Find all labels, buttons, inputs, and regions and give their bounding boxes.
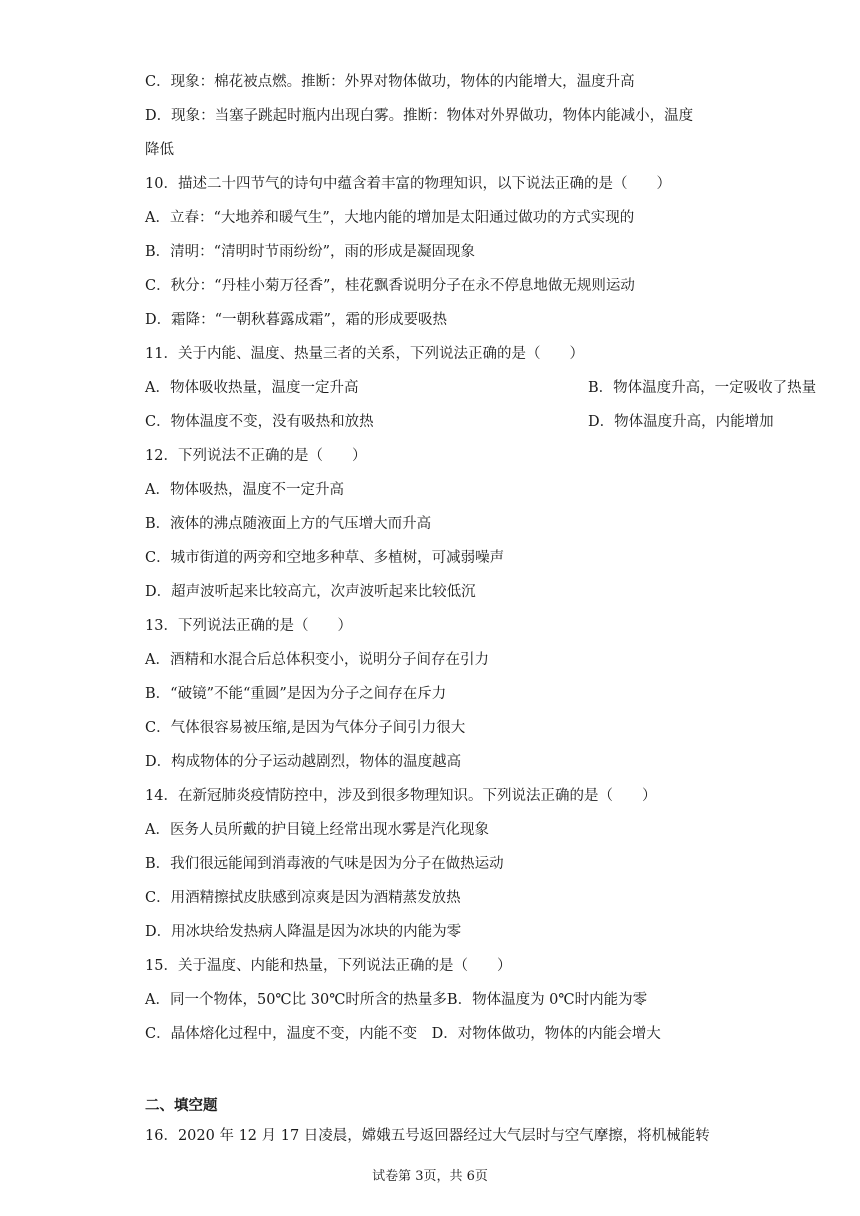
option-11d: D．物体温度升高，内能增加	[588, 414, 774, 430]
option-13a: A．酒精和水混合后总体积变小，说明分子间存在引力	[145, 652, 489, 668]
question-14: 14．在新冠肺炎疫情防控中，涉及到很多物理知识。下列说法正确的是（ ）	[145, 788, 657, 804]
option-10b: B．清明：“清明时节雨纷纷”，雨的形成是凝固现象	[145, 244, 475, 260]
question-11: 11．关于内能、温度、热量三者的关系，下列说法正确的是（ ）	[145, 346, 584, 362]
options-11cd	[145, 412, 774, 432]
option-11b: B．物体温度升高，一定吸收了热量	[588, 380, 817, 396]
option-11a: A．物体吸收热量，温度一定升高	[145, 380, 359, 396]
option-14c: C．用酒精擦拭皮肤感到凉爽是因为酒精蒸发放热	[145, 890, 461, 906]
option-14d: D．用冰块给发热病人降温是因为冰块的内能为零	[145, 924, 462, 940]
option-9d: D．现象：当塞子跳起时瓶内出现白雾。推断：物体对外界做功，物体内能减小，温度	[145, 108, 694, 124]
option-10a: A．立春：“大地养和暖气生”，大地内能的增加是太阳通过做功的方式实现的	[145, 210, 635, 226]
option-12c: C．城市街道的两旁和空地多种草、多植树，可减弱噪声	[145, 550, 505, 566]
option-12d: D．超声波听起来比较高亢，次声波听起来比较低沉	[145, 584, 476, 600]
option-11c: C．物体温度不变，没有吸热和放热	[145, 414, 374, 430]
option-12b: B．液体的沸点随液面上方的气压增大而升高	[145, 516, 432, 532]
option-13d: D．构成物体的分子运动越剧烈，物体的温度越高	[145, 754, 462, 770]
option-14b: B．我们很远能闻到消毒液的气味是因为分子在做热运动	[145, 856, 504, 872]
option-9d-continued: 降低	[145, 142, 174, 158]
question-12: 12．下列说法不正确的是（ ）	[145, 448, 367, 464]
option-10c: C．秋分：“丹桂小菊万径香”，桂花飘香说明分子在永不停息地做无规则运动	[145, 278, 635, 294]
page-footer: 试卷第 3页，共 6页	[372, 1169, 488, 1184]
option-14a: A．医务人员所戴的护目镜上经常出现水雾是汽化现象	[145, 822, 489, 838]
section-title: 二、填空题	[145, 1097, 218, 1114]
option-12a: A．物体吸热，温度不一定升高	[145, 482, 344, 498]
option-13b: B．“破镜”不能“重圆”是因为分子之间存在斥力	[145, 686, 447, 702]
options-15cd: C．晶体熔化过程中，温度不变，内能不变 D．对物体做功，物体的内能会增大	[145, 1026, 661, 1042]
question-16: 16．2020 年 12 月 17 日凌晨，嫦娥五号返回器经过大气层时与空气摩擦，将机械能转	[145, 1128, 710, 1144]
option-10d: D．霜降：“一朝秋暮露成霜”，霜的形成要吸热	[145, 312, 447, 328]
options-11ab	[145, 378, 817, 398]
question-10: 10．描述二十四节气的诗句中蕴含着丰富的物理知识，以下说法正确的是（ ）	[145, 176, 671, 192]
question-13: 13．下列说法正确的是（ ）	[145, 618, 352, 634]
option-9c: C．现象：棉花被点燃。推断：外界对物体做功，物体的内能增大，温度升高	[145, 74, 635, 90]
options-15ab: A．同一个物体，50℃比 30℃时所含的热量多B．物体温度为 0℃时内能为零	[145, 992, 648, 1008]
question-15: 15．关于温度、内能和热量，下列说法正确的是（ ）	[145, 958, 512, 974]
option-13c: C．气体很容易被压缩,是因为气体分子间引力很大	[145, 720, 466, 736]
